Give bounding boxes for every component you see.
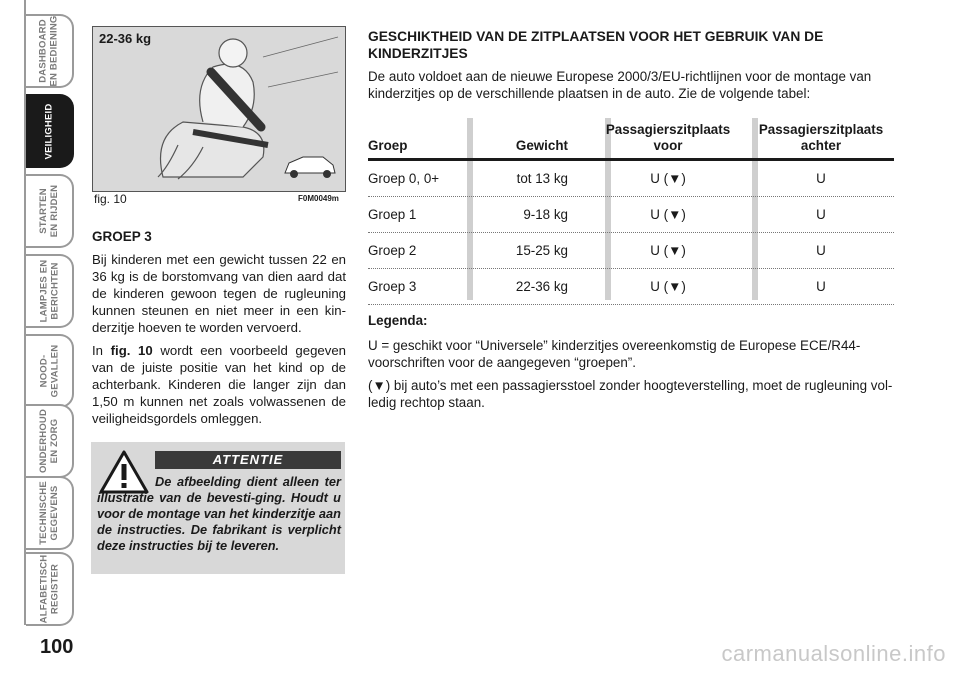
figure-code: F0M0049m xyxy=(298,194,339,203)
tab-starten[interactable] xyxy=(26,174,74,248)
figure-reference: fig. 10 xyxy=(110,343,153,358)
warning-box xyxy=(91,442,345,574)
watermark: carmanualsonline.info xyxy=(721,641,946,666)
table-cell: 22-36 kg xyxy=(515,279,568,294)
table-row xyxy=(368,161,894,197)
table-cell: U xyxy=(816,279,826,294)
legend-block xyxy=(368,312,894,417)
left-column xyxy=(92,228,346,433)
section-heading: GROEP 3 xyxy=(92,229,152,244)
tab-noodgevallen[interactable] xyxy=(26,334,74,408)
legend-line: (▼) bij auto’s met een passagiersstoel zonder hoogteverstelling, moet de rugleuning vol-ledig rechtop staan. xyxy=(368,378,893,410)
tab-label: NOOD- GEVALLEN xyxy=(38,344,60,398)
table-row xyxy=(368,233,894,269)
warning-text: De afbeelding dient alleen ter illustratie van de bevesti-ging. Houdt u voor de montage van het kinderzitje aan de instructies. De fabrikant is verplicht deze instructies bij te leveren. xyxy=(97,474,341,553)
intro-paragraph: De auto voldoet aan de nieuwe Europese 2000/3/EU-richtlijnen voor de montage van kinderzitjes op de verschillende plaatsen in de auto. Zie de volgende tabel: xyxy=(368,69,872,101)
warning-title: ATTENTIE xyxy=(155,451,341,469)
table-cell: U xyxy=(816,171,826,186)
figure-weight-label: 22-36 kg xyxy=(99,31,152,46)
tab-label: VEILIGHEID xyxy=(43,103,55,159)
section-heading: GESCHIKTHEID VAN DE ZITPLAATSEN VOOR HET GEBRUIK VAN DE KINDERZITJES xyxy=(368,29,824,61)
text: wordt een voorbeeld gegeven van de juiste positie van het kind op de achterbank. Kinderen die langer zijn dan 1,50 m kunnen net zoals volwassenen de veiligheidsgordels omleggen. xyxy=(92,343,346,426)
table-cell: tot 13 kg xyxy=(516,171,568,186)
chapter-sidebar xyxy=(0,0,78,640)
tab-label: STARTEN EN RIJDEN xyxy=(38,184,61,238)
tab-register[interactable] xyxy=(26,552,74,626)
tab-veiligheid[interactable] xyxy=(26,94,74,168)
table-header-row xyxy=(368,118,894,161)
table-cell: Groep 1 xyxy=(368,207,417,222)
table-cell: Groep 3 xyxy=(368,279,417,294)
header-cell: Passagierszitplaats achter xyxy=(758,122,884,153)
table-cell: U (▼) xyxy=(650,171,686,186)
car-icon xyxy=(285,157,335,178)
figure-child-seat xyxy=(92,26,346,192)
paragraph: Bij kinderen met een gewicht tussen 22 en 36 kg is de borstomvang van dien aard dat de kinderen gewoon tegen de rugleuning kunnen steunen en niet meer in een kin-derzitje hoeven te worden vervoerd. xyxy=(92,252,346,335)
tab-label: ONDERHOUD EN ZORG xyxy=(38,408,60,474)
tab-dashboard[interactable] xyxy=(26,14,74,88)
header-cell: Passagierszitplaats voor xyxy=(605,122,731,153)
table-cell: 15-25 kg xyxy=(515,243,568,258)
tab-label: DASHBOARD EN BEDIENING xyxy=(38,15,60,87)
tab-technische[interactable] xyxy=(26,476,74,550)
legend-title: Legenda: xyxy=(368,313,428,328)
table-cell: Groep 2 xyxy=(368,243,417,258)
table-cell: U (▼) xyxy=(650,279,686,294)
header-cell: Groep xyxy=(368,138,408,153)
seat-suitability-table xyxy=(368,118,894,305)
tab-label: TECHNISCHE GEGEVENS xyxy=(38,481,61,545)
page-number: 100 xyxy=(40,636,74,658)
header-cell: Gewicht xyxy=(515,138,568,153)
right-column xyxy=(368,28,894,108)
figure-caption: fig. 10 xyxy=(94,192,127,206)
table-cell: Groep 0, 0+ xyxy=(368,171,440,186)
text: In xyxy=(92,343,111,358)
paragraph xyxy=(92,342,346,427)
table-row xyxy=(368,197,894,233)
child-in-seat-illustration xyxy=(93,27,345,191)
legend-line: U = geschikt voor “Universele” kinderzitjes overeenkomstig de Europese ECE/R44-voorschriften voor de aangegeven “groepen”. xyxy=(368,338,861,370)
tab-label: ALFABETISCH REGISTER xyxy=(38,554,61,624)
table-cell: U (▼) xyxy=(650,207,686,222)
tab-label: LAMPJES EN BERICHTEN xyxy=(38,259,60,323)
table-cell: 9-18 kg xyxy=(523,207,568,222)
table-cell: U xyxy=(816,207,826,222)
table-cell: U xyxy=(816,243,826,258)
tab-lampjes[interactable] xyxy=(26,254,74,328)
table-row xyxy=(368,269,894,305)
table-cell: U (▼) xyxy=(650,243,686,258)
tab-onderhoud[interactable] xyxy=(26,404,74,478)
